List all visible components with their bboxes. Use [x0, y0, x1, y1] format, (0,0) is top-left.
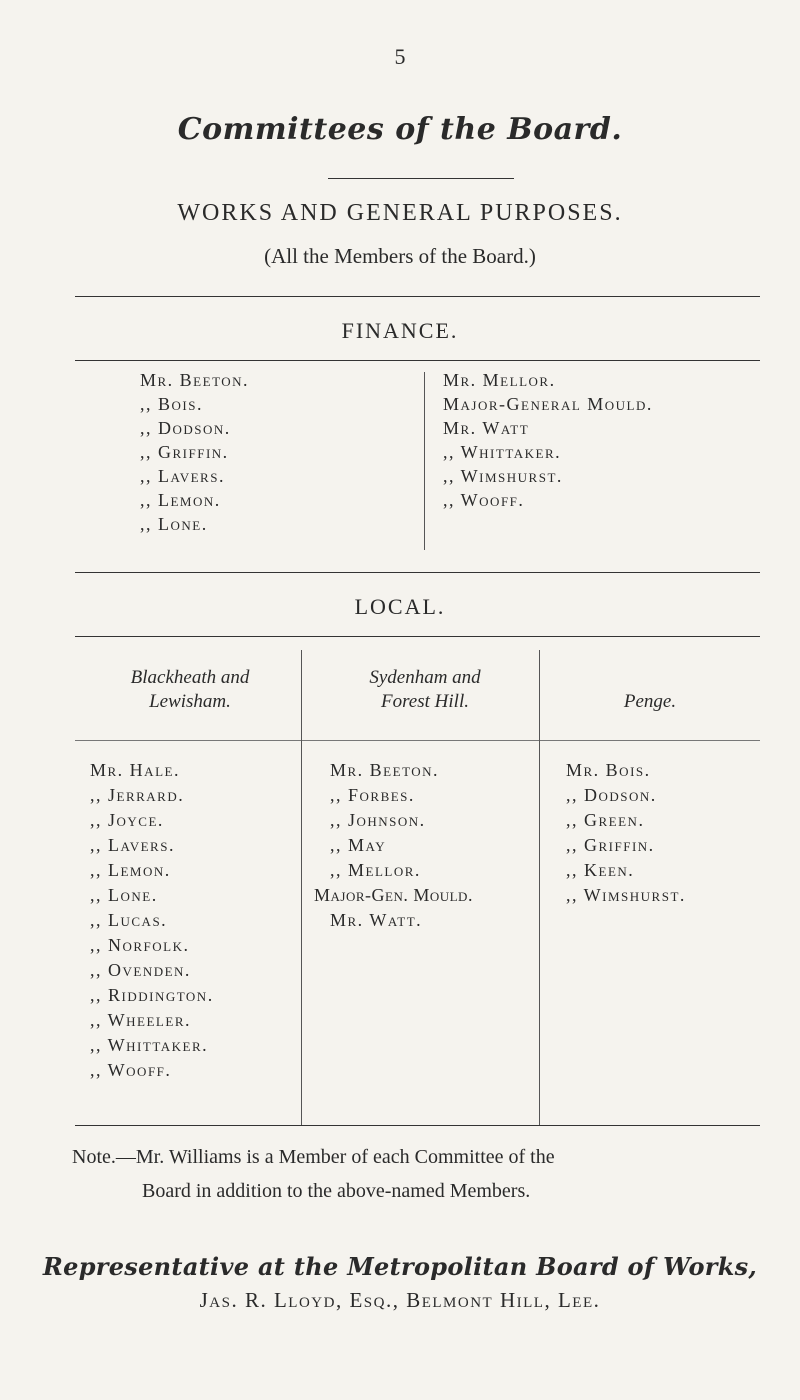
list-item: ,, Lavers.	[90, 835, 175, 855]
works-section-title: WORKS AND GENERAL PURPOSES.	[177, 200, 623, 226]
representative-title: Representative at the Metropolitan Board of Works,	[42, 1252, 758, 1281]
list-item: ,, Norfolk.	[90, 935, 190, 955]
note-line: Note.—Mr. Williams is a Member of each Committee of the	[72, 1146, 555, 1168]
works-section-subtitle: (All the Members of the Board.)	[264, 244, 536, 268]
note-text	[72, 1140, 772, 1208]
note-line: Board in addition to the above-named Members.	[142, 1180, 531, 1202]
list-item: ,, Lemon.	[140, 490, 221, 510]
list-item: ,, Lone.	[140, 514, 208, 534]
column-heading-penge: Penge.	[623, 691, 677, 712]
finance-bottom-rule	[75, 572, 760, 573]
local-divider-1	[301, 650, 302, 1125]
list-item: ,, Joyce.	[90, 810, 164, 830]
list-item: ,, Forbes.	[330, 785, 415, 805]
list-item: ,, Whittaker.	[443, 442, 562, 462]
column-heading-sydenham: Sydenham and Forest Hill.	[369, 667, 481, 712]
list-item: Mr. Mellor.	[443, 370, 556, 390]
list-item: ,, Ovenden.	[90, 960, 191, 980]
local-title: LOCAL.	[354, 594, 446, 619]
list-item: Major-Gen. Mould.	[314, 885, 473, 905]
local-divider-2	[539, 650, 540, 1125]
list-item: Major-General Mould.	[443, 394, 653, 414]
list-item: ,, Wimshurst.	[443, 466, 563, 486]
list-item: ,, Bois.	[140, 394, 203, 414]
list-item: ,, Wooff.	[90, 1060, 172, 1080]
sydenham-members	[314, 758, 536, 933]
list-item: ,, May	[330, 835, 387, 855]
local-top-rule	[75, 636, 760, 637]
page-number: 5	[394, 44, 406, 69]
representative-name: Jas. R. Lloyd, Esq., Belmont Hill, Lee.	[199, 1288, 601, 1312]
list-item: ,, Dodson.	[140, 418, 231, 438]
list-item: Mr. Watt.	[330, 910, 423, 930]
finance-column-divider	[424, 372, 425, 550]
list-item: ,, Lemon.	[90, 860, 171, 880]
list-item: ,, Green.	[566, 810, 645, 830]
page-title: Committees of the Board.	[177, 112, 623, 147]
list-item: Mr. Beeton.	[140, 370, 250, 390]
list-item: ,, Johnson.	[330, 810, 426, 830]
list-item: ,, Lavers.	[140, 466, 225, 486]
local-bottom-rule	[75, 1125, 760, 1126]
list-item: Mr. Watt	[443, 418, 530, 438]
list-item: ,, Jerrard.	[90, 785, 185, 805]
list-item: ,, Wooff.	[443, 490, 525, 510]
list-item: Mr. Hale.	[90, 760, 180, 780]
list-item: ,, Whittaker.	[90, 1035, 209, 1055]
list-item: ,, Lone.	[90, 885, 158, 905]
list-item: ,, Griffin.	[566, 835, 655, 855]
finance-top-rule	[75, 360, 760, 361]
finance-title: FINANCE.	[341, 318, 459, 343]
list-item: ,, Griffin.	[140, 442, 229, 462]
list-item: ,, Keen.	[566, 860, 635, 880]
list-item: Mr. Beeton.	[330, 760, 440, 780]
finance-left-list	[140, 368, 410, 536]
list-item: ,, Wheeler.	[90, 1010, 191, 1030]
list-item: ,, Wimshurst.	[566, 885, 686, 905]
local-header-rule	[75, 740, 760, 741]
blackheath-members	[90, 758, 295, 1083]
list-item: ,, Lucas.	[90, 910, 168, 930]
penge-members	[566, 758, 766, 908]
list-item: ,, Riddington.	[90, 985, 214, 1005]
finance-right-list	[443, 368, 783, 512]
title-divider	[328, 178, 514, 179]
list-item: ,, Dodson.	[566, 785, 657, 805]
works-divider	[75, 296, 760, 297]
list-item: Mr. Bois.	[566, 760, 651, 780]
column-heading-blackheath: Blackheath and Lewisham.	[130, 667, 250, 712]
list-item: ,, Mellor.	[330, 860, 421, 880]
